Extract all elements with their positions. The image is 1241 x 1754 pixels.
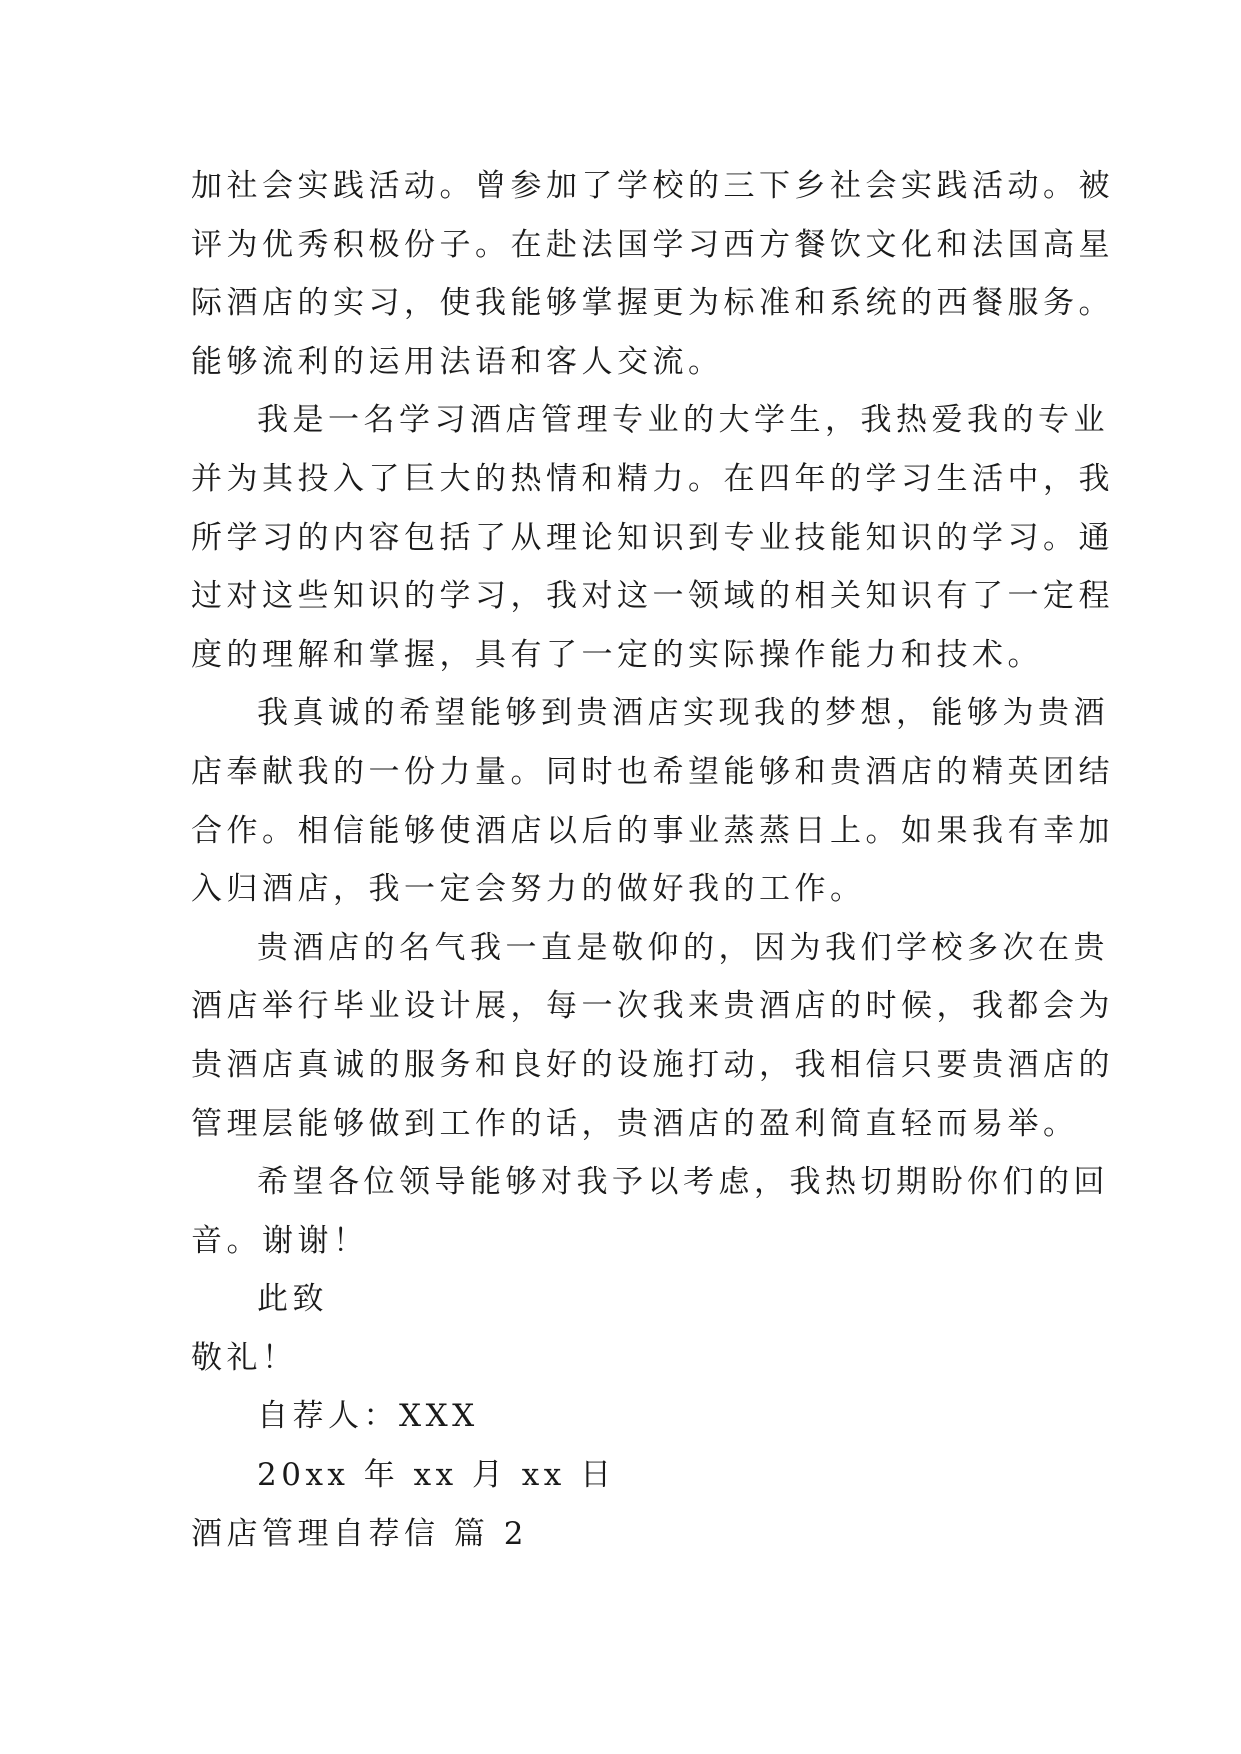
text-line: 能够流利的运用法语和客人交流。 bbox=[191, 343, 724, 380]
text-line: 合作。相信能够使酒店以后的事业蒸蒸日上。如果我有幸加 bbox=[191, 812, 1114, 849]
paragraph-start-line: 贵酒店的名气我一直是敬仰的，因为我们学校多次在贵 bbox=[257, 929, 1109, 966]
text-line: 加社会实践活动。曾参加了学校的三下乡社会实践活动。被 bbox=[191, 168, 1114, 204]
text-line: 过对这些知识的学习，我对这一领域的相关知识有了一定程 bbox=[191, 578, 1114, 615]
text-line: 度的理解和掌握，具有了一定的实际操作能力和技术。 bbox=[191, 636, 1043, 673]
text-line: 管理层能够做到工作的话，贵酒店的盈利简直轻而易举。 bbox=[191, 1105, 1079, 1142]
signature-line: 自荐人：XXX bbox=[257, 1398, 479, 1435]
paragraph-start-line: 我真诚的希望能够到贵酒店实现我的梦想，能够为贵酒 bbox=[257, 695, 1109, 732]
paragraph-start-line: 希望各位领导能够对我予以考虑，我热切期盼你们的回 bbox=[257, 1164, 1109, 1201]
text-line: 并为其投入了巨大的热情和精力。在四年的学习生活中，我 bbox=[191, 460, 1114, 497]
section-heading: 酒店管理自荐信 篇 2 bbox=[191, 1515, 528, 1552]
text-line: 贵酒店真诚的服务和良好的设施打动，我相信只要贵酒店的 bbox=[191, 1046, 1114, 1083]
text-line: 际酒店的实习，使我能够掌握更为标准和系统的西餐服务。 bbox=[191, 285, 1114, 322]
text-line: 酒店举行毕业设计展，每一次我来贵酒店的时候，我都会为 bbox=[191, 988, 1114, 1025]
text-line: 入归酒店，我一定会努力的做好我的工作。 bbox=[191, 871, 866, 908]
text-line: 所学习的内容包括了从理论知识到专业技能知识的学习。通 bbox=[191, 519, 1114, 556]
text-line: 评为优秀积极份子。在赴法国学习西方餐饮文化和法国高星 bbox=[191, 226, 1114, 263]
paragraph-start-line: 我是一名学习酒店管理专业的大学生，我热爱我的专业 bbox=[257, 402, 1109, 439]
date-line: 20xx 年 xx 月 xx 日 bbox=[257, 1457, 616, 1494]
salutation: 敬礼！ bbox=[191, 1339, 298, 1376]
closing-phrase: 此致 bbox=[257, 1281, 328, 1318]
document-page bbox=[191, 157, 1114, 1563]
text-line: 音。谢谢！ bbox=[191, 1222, 369, 1259]
text-line: 店奉献我的一份力量。同时也希望能够和贵酒店的精英团结 bbox=[191, 753, 1114, 790]
